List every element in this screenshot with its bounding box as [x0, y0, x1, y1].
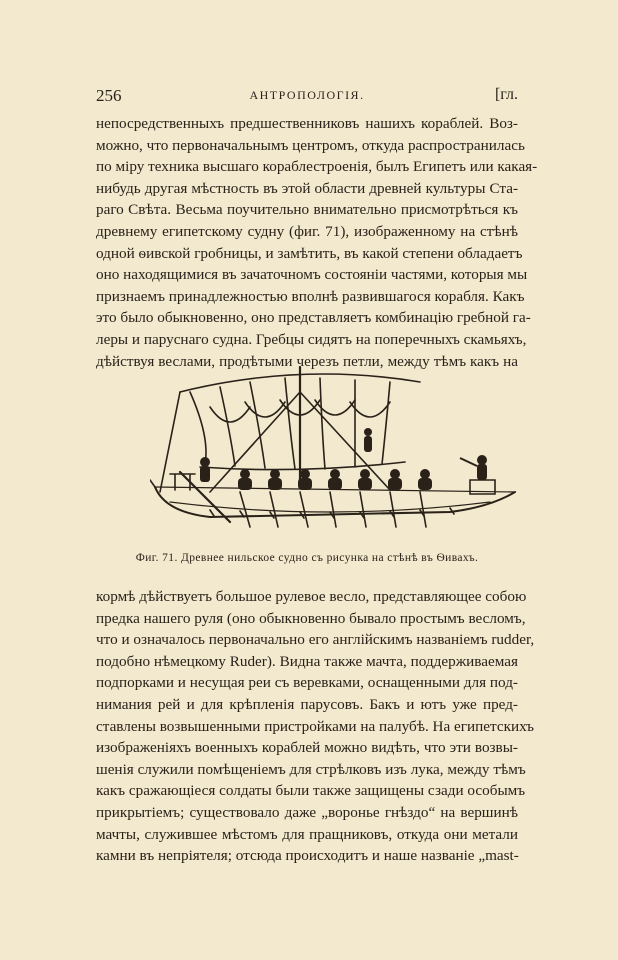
text-line: оно находящимися въ зачаточномъ состояніи частями, которыя мы	[96, 266, 528, 284]
paragraph-bottom	[96, 586, 535, 867]
text-line: изображеніяхъ военныхъ кораблей можно видѣть, что эти возвы-	[96, 739, 518, 757]
text-line: что и означалось первоначально его англійскимъ названіемъ rudder,	[96, 631, 535, 649]
page-number: 256	[96, 86, 122, 105]
text-line: древнему египетскому судну (фиг. 71), изображенному на стѣнѣ	[96, 222, 518, 240]
text-line: какъ сражающіеся солдаты были также защищены сзади особымъ	[96, 782, 526, 800]
running-header	[96, 86, 518, 106]
text-line: прикрытіемъ; существовало даже „воронье гнѣздо“ на вершинѣ	[96, 803, 518, 821]
text-line: нибудь другая мѣстность въ этой области древней культуры Ста-	[96, 179, 518, 197]
text-line: по міру техника высшаго кораблестроенія, былъ Египетъ или какая-	[96, 158, 538, 176]
ship-illustration	[150, 362, 530, 542]
text-line: это было обыкновенно, оно представляетъ комбинацію гребной га-	[96, 309, 531, 327]
text-line: одной ѳивской гробницы, и замѣтить, въ какой степени обладаетъ	[96, 244, 523, 262]
paragraph-top	[96, 113, 538, 372]
text-line: кормѣ дѣйствуетъ большое рулевое весло, представляющее собою	[96, 588, 527, 605]
text-line: можно, что первоначальнымъ центромъ, откуда распространилась	[96, 136, 525, 154]
text-line: подпорками и несущая реи съ веревками, оснащенными для под-	[96, 674, 518, 692]
chapter-mark: [гл.	[494, 86, 518, 103]
text-line: мачты, служившее мѣстомъ для пращниковъ, откуда они метали	[96, 825, 518, 843]
text-line: камни въ непріятеля; отсюда происходитъ и наше названіе „mast-	[96, 847, 519, 865]
text-line: подобно нѣмецкому Ruder). Видна также мачта, поддерживаемая	[96, 652, 518, 670]
text-line: дѣйствуя веслами, продѣтыми черезъ петли, между тѣмъ какъ на	[96, 352, 518, 370]
text-line: ставлены возвышенными пристройками на палубѣ. На египетскихъ	[96, 717, 534, 735]
text-line: предка нашего руля (оно обыкновенно бывало простымъ весломъ,	[96, 609, 526, 627]
text-line: непосредственныхъ предшественниковъ нашихъ кораблей. Воз-	[96, 115, 518, 132]
text-line: нимания рей и для крѣпленія парусовъ. Бакъ и ютъ уже пред-	[96, 695, 518, 713]
running-title: АНТРОПОЛОГІЯ.	[249, 88, 365, 102]
text-line: раго Свѣта. Весьма поучительно внимательно присмотрѣться къ	[96, 201, 518, 219]
text-line: признаемъ принадлежностью вполнѣ развившагося корабля. Какъ	[96, 287, 525, 305]
text-line: леры и паруснаго судна. Гребцы сидятъ на поперечныхъ скамьяхъ,	[96, 330, 527, 348]
text-line: шенія служили помѣщеніемъ для стрѣлковъ изъ лука, между тѣмъ	[96, 760, 526, 778]
figure-caption: Фиг. 71. Древнее нильское судно съ рисунка на стѣнѣ въ Ѳивахъ.	[135, 552, 479, 564]
